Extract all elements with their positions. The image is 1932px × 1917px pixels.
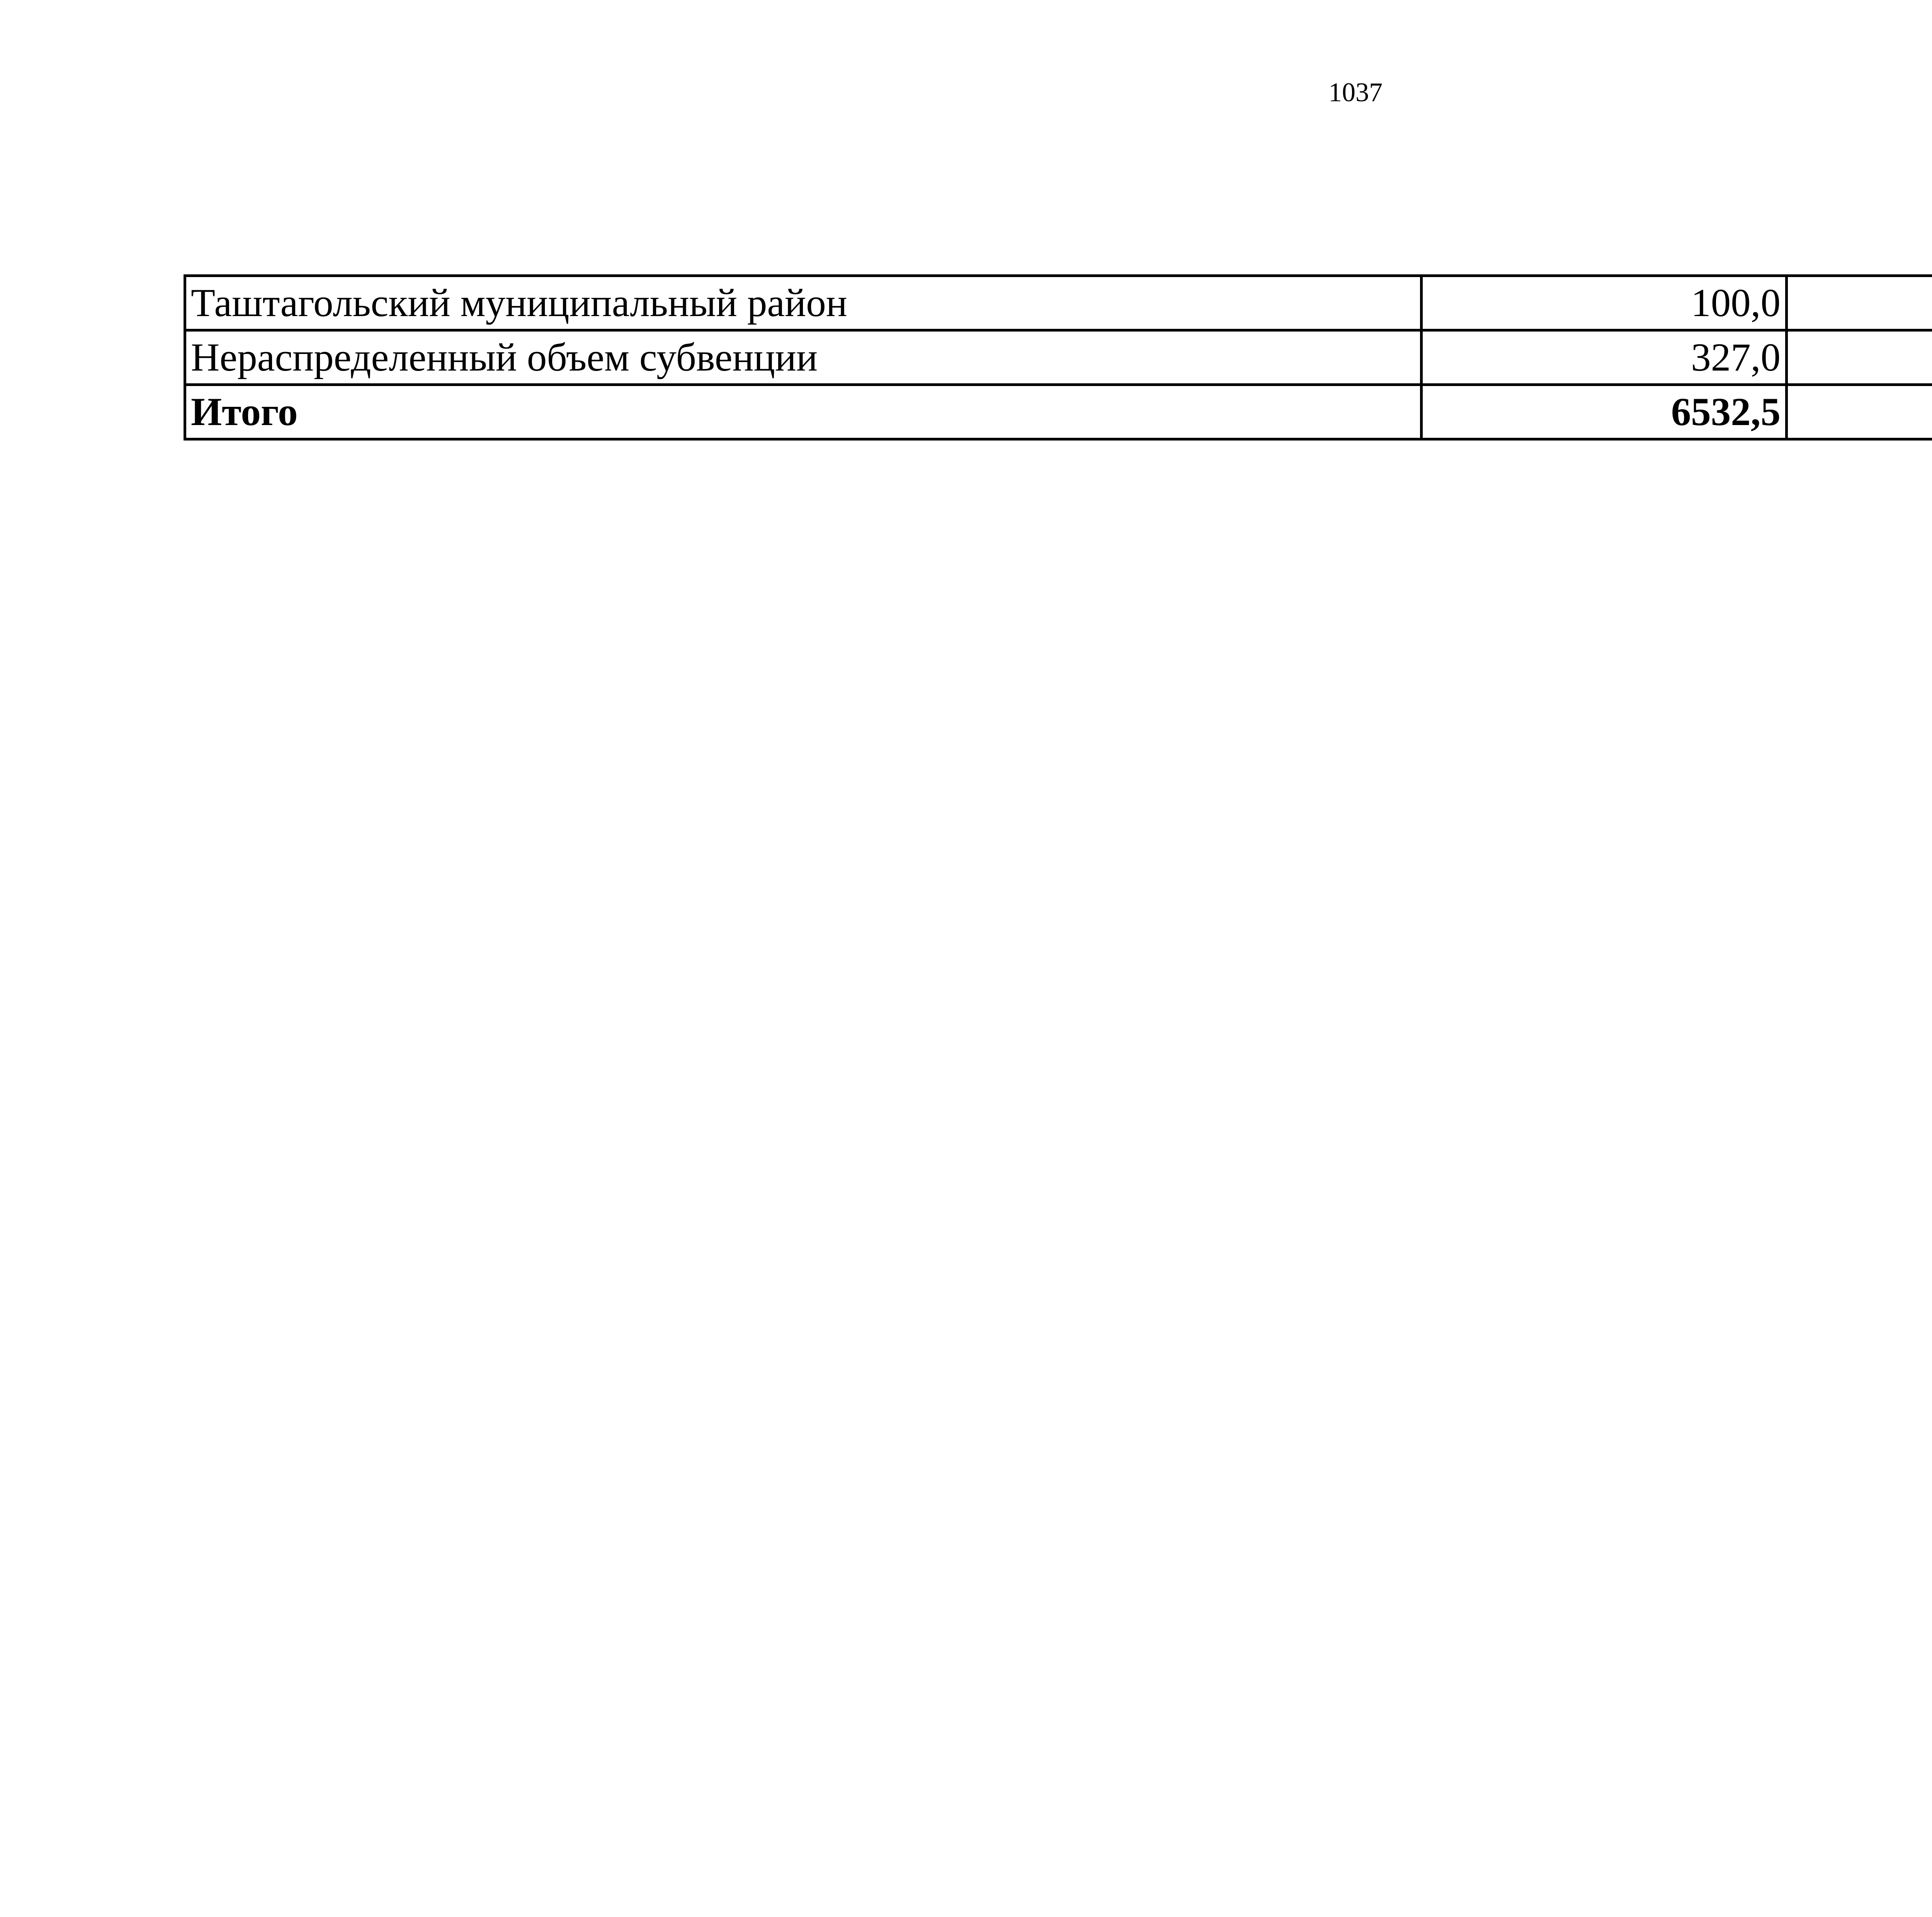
municipality-name-cell: Таштагольский муниципальный район — [185, 276, 1422, 330]
value-cell-year-1: 327,0 — [1422, 330, 1787, 385]
value-cell-year-1: 100,0 — [1422, 276, 1787, 330]
table-row — [185, 330, 1932, 385]
municipality-name-cell: Нераспределенный объем субвенции — [185, 330, 1422, 385]
total-value-year-1: 6532,5 — [1422, 385, 1787, 439]
value-cell-year-2 — [1787, 330, 1932, 385]
page-number: 1037 — [1328, 78, 1383, 107]
subvention-table — [184, 274, 1932, 441]
table-row — [185, 276, 1932, 330]
value-cell-year-2 — [1787, 276, 1932, 330]
total-value-year-2 — [1787, 385, 1932, 439]
total-row — [185, 385, 1932, 439]
total-label-cell: Итого — [185, 385, 1422, 439]
